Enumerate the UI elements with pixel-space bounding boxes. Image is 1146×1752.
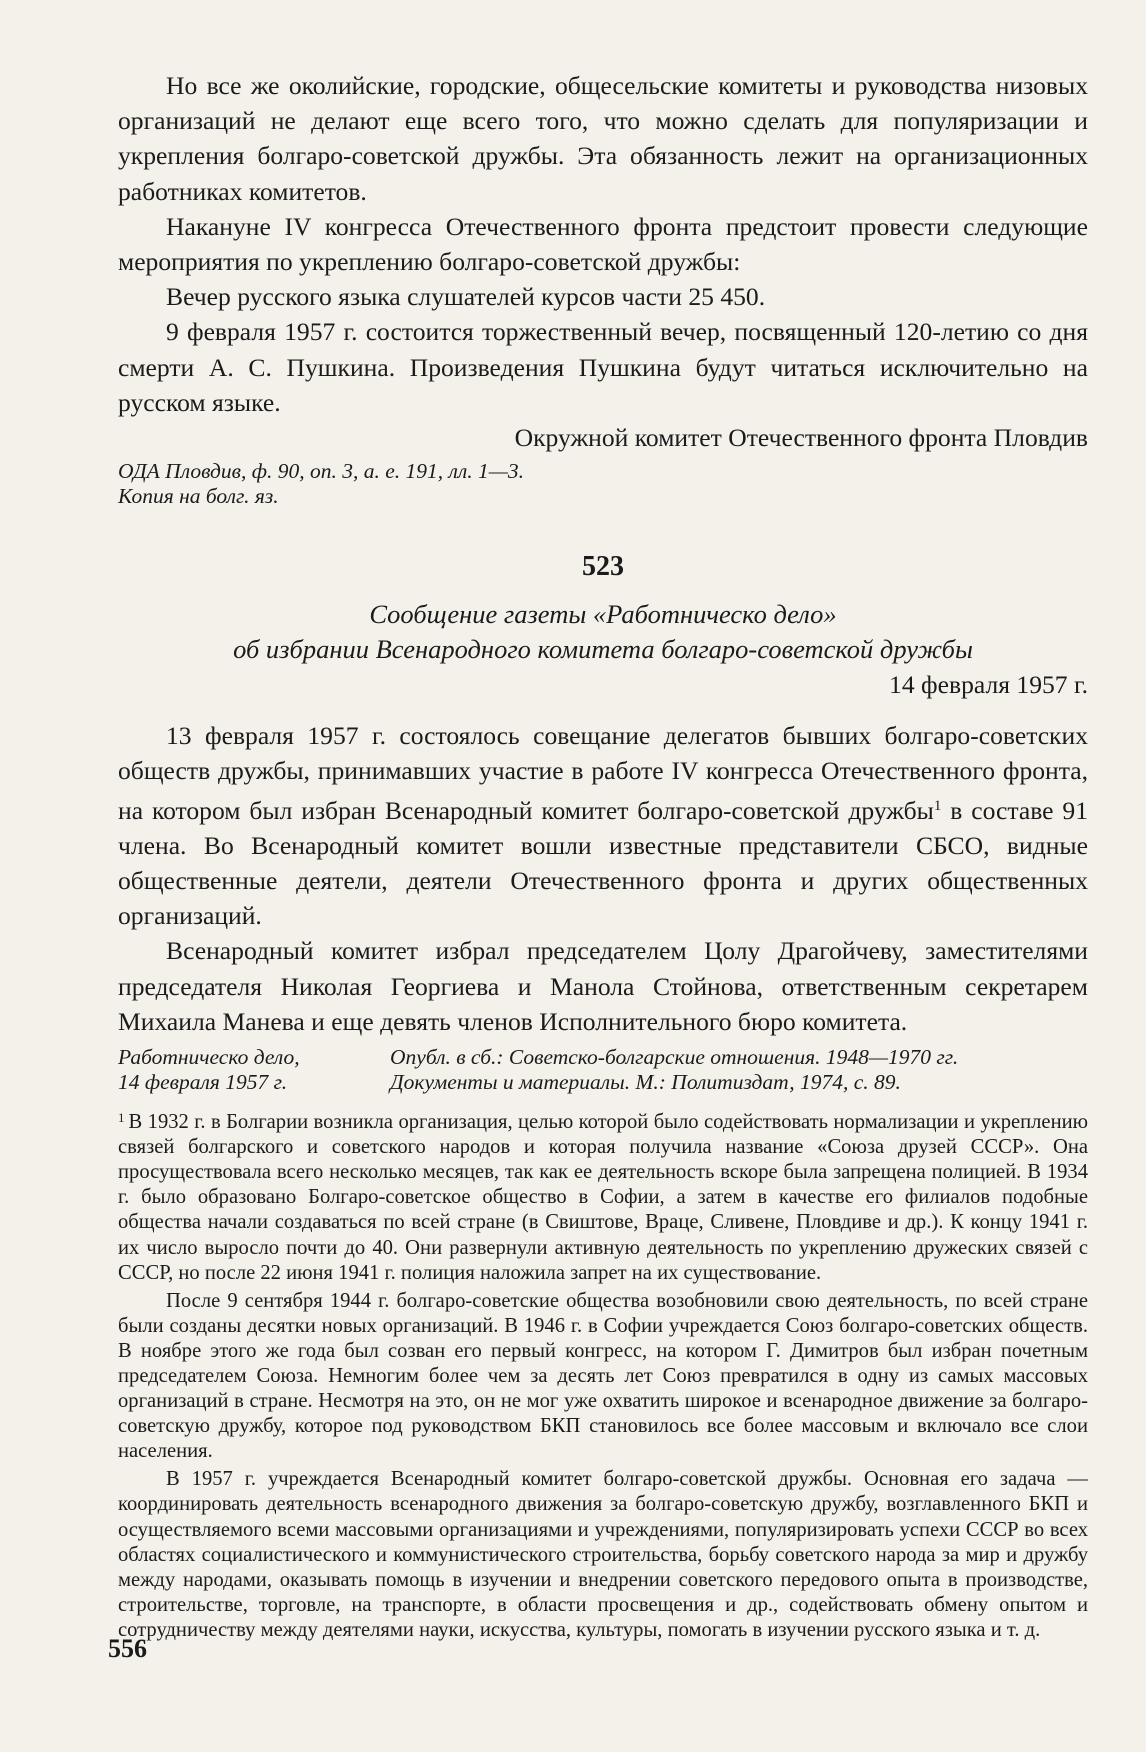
document-title-line-1: Сообщение газеты «Работническо дело»: [369, 599, 837, 630]
intro-paragraph-2: Накануне IV конгресса Отечественного фронта предстоит провести следующие мероприятия по укреплению болгаро-советской дружбы:: [118, 211, 1088, 277]
document-paragraph-1-text: 13 февраля 1957 г. состоялось совещание делегатов бывших болгаро-советских обществ дружбы, принимавших участие в работе IV конгресса Отечественного фронта, на котором был избран Всенародный комитет болгаро-советской дружбы: [118, 721, 1088, 825]
document-number: 523: [582, 551, 624, 583]
collection-details: Документы и материалы. М.: Политиздат, 1974, с. 89.: [390, 1070, 901, 1095]
intro-signature: Окружной комитет Отечественного фронта Пловдив: [514, 423, 1088, 453]
document-body: [118, 718, 1088, 1039]
document-title: [118, 597, 1088, 667]
footnote-reference: 1: [933, 797, 942, 814]
intro-section: [118, 68, 1088, 455]
publication-source-collection: [390, 1045, 1088, 1095]
archive-source-line-1: ОДА Пловдив, ф. 90, оп. 3, а. е. 191, лл. 1—3.: [118, 459, 525, 484]
intro-paragraph-3: Вечер русского языка слушателей курсов части 25 450.: [166, 282, 766, 312]
footnote-mark: 1: [118, 1110, 125, 1126]
newspaper-date: 14 февраля 1957 г.: [118, 1070, 288, 1095]
collection-title: Опубл. в сб.: Советско-болгарские отношения. 1948—1970 гг.: [390, 1045, 959, 1070]
footnotes-section: [118, 1105, 1088, 1643]
page-number: 556: [108, 1634, 147, 1663]
newspaper-name: Работническо дело,: [118, 1045, 300, 1070]
archive-source-line-2: Копия на болг. яз.: [118, 484, 279, 509]
document-paragraph-1: [118, 718, 1088, 933]
archive-source: [118, 459, 1088, 509]
publication-reference: [118, 1045, 1088, 1095]
footnote-1-paragraph-2: После 9 сентября 1944 г. болгаро-советские общества возобновили свою деятельность, по всей стране были созданы десятки новых организаций. В 1946 г. в Софии учреждается Союз болгаро-советских обществ. В ноябре этого же года был созван его первый конгресс, на котором Г. Димитров был избран почетным председателем Союза. Немногим более чем за десять лет Союз превратился в одну из самых массовых организаций в стране. Несмотря на это, он не мог уже охватить широкое и всенародное движение за болгаро-советскую дружбу, которое под руководством БКП становилось все более массовым и включало все слои населения.: [118, 1289, 1088, 1463]
intro-paragraph-1: Но все же околийские, городские, общесельские комитеты и руководства низовых организаций не делают еще всего того, что можно сделать для популяризации и укрепления болгаро-советской дружбы. Эта обязанность лежит на организационных работниках комитетов.: [118, 71, 1088, 206]
document-paragraph-2: Всенародный комитет избрал председателем Цолу Драгойчеву, заместителями председателя Николая Георгиева и Манола Стойнова, ответственным секретарем Михаила Манева и еще девять членов Исполнительного бюро комитета.: [118, 936, 1088, 1036]
footnote-1: [118, 1105, 1088, 1286]
footnote-1-paragraph-3: В 1957 г. учреждается Всенародный комитет болгаро-советской дружбы. Основная его задача — координировать деятельность всенародного движения за болгаро-советскую дружбу, возглавленного БКП и осуществляемого всеми массовыми организациями и учреждениями, популяризировать успехи СССР во всех областях социалистического и коммунистического строительства, борьбу советского народа за мир и дружбу между народами, оказывать помощь в изучении и внедрении советского передового опыта в производстве, строительстве, торговле, на транспорте, в области просвещения и др., содействовать обмену опытом и сотрудничеству между деятелями науки, искусства, культуры, помогать в изучении русского языка и т. д.: [118, 1468, 1088, 1641]
publication-source-newspaper: [118, 1045, 390, 1095]
document-paragraph-1-rest: в составе 91 члена. Во Всенародный комитет вошли известные представители СБСО, видные общественные деятели, деятели Отечественного фронта и других общественных организаций.: [118, 795, 1088, 931]
document-date: 14 февраля 1957 г.: [889, 670, 1088, 700]
footnote-1-text: В 1932 г. в Болгарии возникла организация, целью которой было содействовать нормализации и укреплению связей болгарского и советского народов и которая получила название «Союза друзей СССР». Она просуществовала всего несколько месяцев, так как ее деятельность вскоре была запрещена полицией. В 1934 г. было образовано Болгаро-советское общество в Софии, а затем в качестве его филиалов подобные общества начали создаваться по всей стране (в Свиштове, Враце, Сливене, Пловдиве и др.). К концу 1941 г. их число выросло почти до 40. Они развернули активную деятельность по укреплению дружеских связей с СССР, но после 22 июня 1941 г. полиция наложила запрет на их существование.: [118, 1111, 1088, 1284]
document-title-line-2: об избрании Всенародного комитета болгаро-советской дружбы: [233, 634, 973, 665]
intro-paragraph-4: 9 февраля 1957 г. состоится торжественный вечер, посвященный 120-летию со дня смерти А. С. Пушкина. Произведения Пушкина будут читаться исключительно на русском языке.: [118, 317, 1088, 417]
